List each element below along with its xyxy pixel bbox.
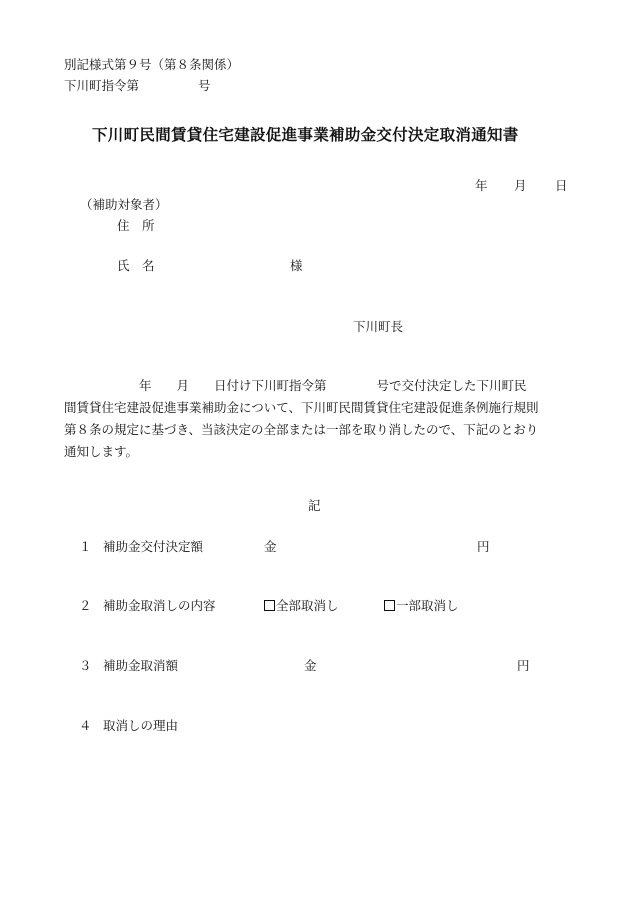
address-label: 住 所 bbox=[117, 218, 155, 233]
office-number-prefix: 下川町指令第 bbox=[64, 78, 140, 93]
item-number: ２ bbox=[79, 598, 92, 613]
item-label: 補助金交付決定額 bbox=[103, 539, 204, 554]
date-month: 月 bbox=[514, 178, 527, 193]
option-all-label: 全部取消し bbox=[276, 598, 339, 613]
checkbox-icon[interactable] bbox=[264, 600, 275, 611]
item-number: ３ bbox=[79, 658, 92, 673]
amount-unit: 円 bbox=[477, 539, 490, 554]
amount-prefix: 金 bbox=[304, 658, 317, 673]
notice-body bbox=[64, 375, 580, 463]
item-number: ４ bbox=[79, 718, 92, 733]
recipient-heading: （補助対象者） bbox=[80, 197, 168, 212]
body-line: 年 月 日付け下川町指令第 号で交付決定した下川町民 bbox=[64, 378, 527, 393]
body-line: 間賃貸住宅建設促進事業補助金について、下川町民間賃貸住宅建設促進条例施行規則 bbox=[64, 400, 539, 415]
date-day: 日 bbox=[555, 178, 568, 193]
form-number: 別記様式第９号（第８条関係） bbox=[64, 57, 240, 72]
issuer: 下川町長 bbox=[353, 319, 404, 334]
option-partial-label: 一部取消し bbox=[396, 598, 459, 613]
body-line: 第８条の規定に基づき、当該決定の全部または一部を取り消したので、下記のとおり bbox=[64, 422, 539, 437]
item-number: １ bbox=[79, 539, 92, 554]
item-label: 取消しの理由 bbox=[103, 718, 179, 733]
body-line: 通知します。 bbox=[64, 444, 139, 459]
name-label: 氏 名 bbox=[117, 258, 155, 273]
office-number-suffix: 号 bbox=[198, 78, 211, 93]
option-all[interactable] bbox=[264, 598, 339, 614]
ki-heading: 記 bbox=[308, 498, 321, 513]
item-label: 補助金取消しの内容 bbox=[103, 598, 216, 613]
item-label: 補助金取消額 bbox=[103, 658, 179, 673]
option-partial[interactable] bbox=[384, 598, 459, 614]
checkbox-icon[interactable] bbox=[384, 600, 395, 611]
amount-unit: 円 bbox=[517, 658, 530, 673]
amount-prefix: 金 bbox=[264, 539, 277, 554]
date-year: 年 bbox=[475, 178, 488, 193]
document-title: 下川町民間賃貸住宅建設促進事業補助金交付決定取消通知書 bbox=[92, 125, 519, 144]
honorific: 様 bbox=[290, 258, 303, 273]
